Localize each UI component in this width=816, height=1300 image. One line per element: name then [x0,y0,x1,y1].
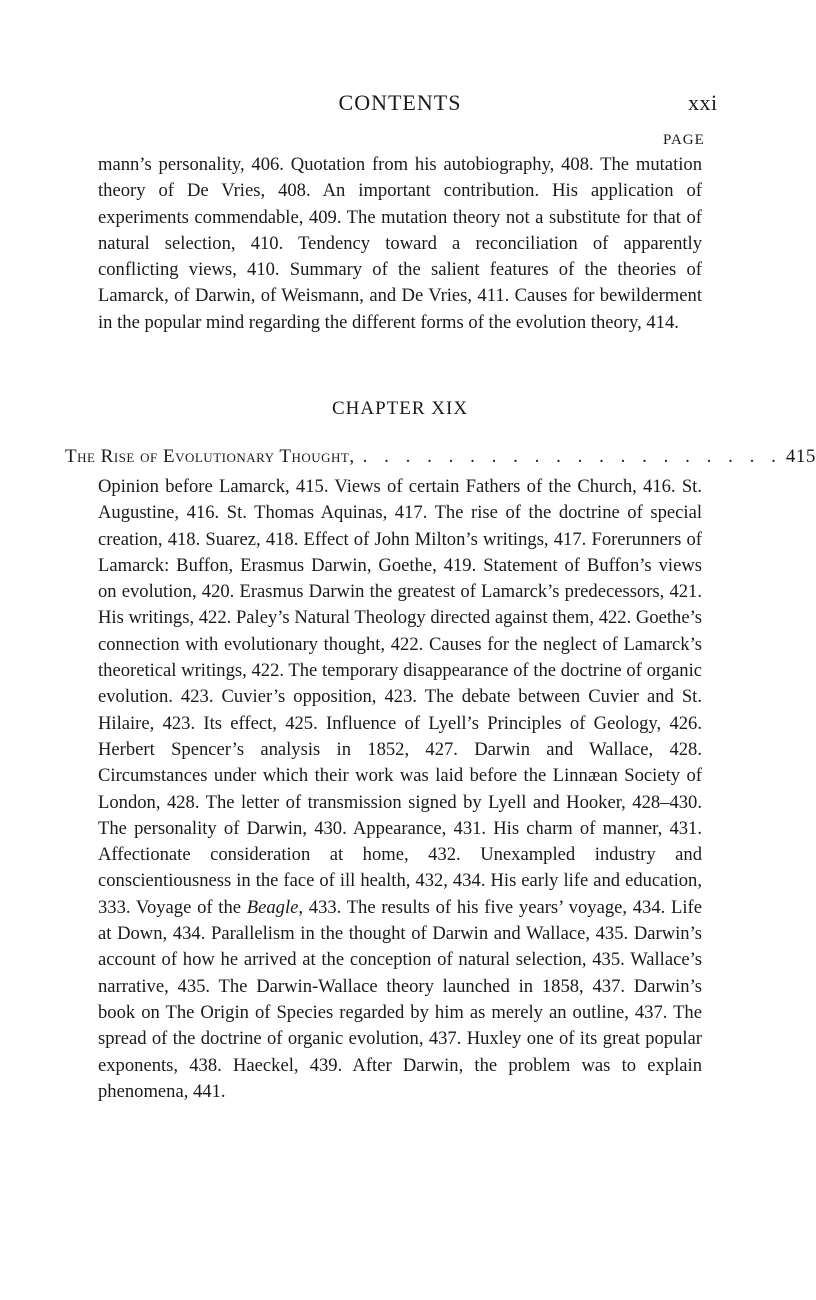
running-title: CONTENTS [338,90,462,115]
chapter-summary [98,474,702,1105]
ship-name: Beagle [246,896,299,918]
dot-leader: . . . . . . . . . . . . . . . . . . . . [362,446,782,467]
page-column-label: PAGE [663,132,705,148]
chapter-summary-text: Opinion before Lamarck, 415. Views of certain Fathers of the Church, 416. St. Augustine, 416. St. Thomas Aquinas, 417. The rise of the doctrine of special creation, 418. Suarez, 418. Effect of John Milton’s writings, 417. Forerunners of Lamarck: Buffon, Erasmus Darwin, Goethe, 419. Statement of Buffon’s views on evolution, 420. Erasmus Darwin the greatest of Lamarck’s predecessors, 421. His writings, 422. Paley’s Natural Theology directed against them, 422. Goethe’s connection with evolutionary thought, 422. Causes for the neglect of Lamarck’s theoretical writings, 422. The temporary disappearance of the doctrine of organic evolution. 423. Cuvier’s opposition, 423. The debate between Cuvier and St. Hilaire, 423. Its effect, 425. Influence of Lyell’s Principles of Geology, 426. Herbert Spencer’s analysis in 1852, 427. Darwin and Wallace, 428. Circumstances under which their work was laid before the Linnæan Society of London, 428. The letter of transmission signed by Lyell and Hooker, 428–430. The personality of Darwin, 430. Appearance, 431. His charm of manner, 431. Affectionate consideration at home, 432. Unexampled industry and conscientiousness in the face of ill health, 432, 434. His early life and education, 333. Voyage of the [98,476,702,918]
chapter-entry [65,446,816,468]
chapter-page-number: 415 [785,446,816,467]
continued-paragraph: mann’s personality, 406. Quotation from his autobiography, 408. The mutation theory of De Vries, 408. An important contribution. His application of experiments commendable, 409. The mutation theory not a substitute for that of natural selection, 410. Tendency toward a reconciliation of apparently conflicting views, 410. Summary of the salient features of the theories of Lamarck, of Darwin, of Weismann, and De Vries, 411. Causes for bewilderment in the popular mind regarding the different forms of the evolution theory, 414. [98,154,702,333]
chapter-heading: CHAPTER XIX [331,398,469,419]
page-number: xxi [688,90,718,115]
chapter-summary-text-cont: , 433. The results of his five years’ voyage, 434. Life at Down, 434. Parallelism in the thought of Darwin and Wallace, 435. Darwin’s account of how he arrived at the conception of natural selection, 435. Wallace’s narrative, 435. The Darwin-Wallace theory launched in 1858, 437. Darwin’s book on The Origin of Species regarded by him as merely an outline, 437. The spread of the doctrine of organic evolution, 437. Huxley one of its great popular exponents, 438. Haeckel, 439. After Darwin, the problem was to explain phenomena, 441. [98,896,702,1102]
running-head [0,90,800,120]
chapter-title: The Rise of Evolutionary Thought, [65,446,355,467]
